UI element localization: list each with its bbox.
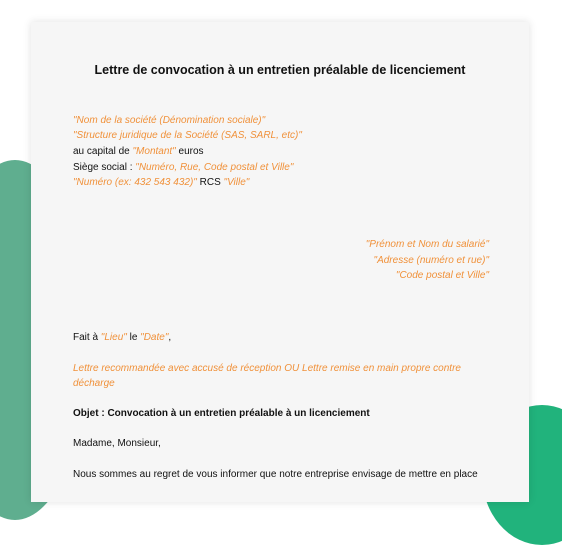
letter-title: Lettre de convocation à un entretien préalable de licenciement <box>94 63 466 77</box>
capital-suffix: euros <box>175 146 204 157</box>
letter-salutation: Madame, Monsieur, <box>73 438 161 449</box>
rcs-city-placeholder: "Ville" <box>223 177 250 188</box>
sender-legal-structure <box>73 129 302 142</box>
recipient-name <box>366 238 489 251</box>
sender-company-name <box>73 114 265 127</box>
company-name-placeholder: "Nom de la société (Dénomination sociale)" <box>73 115 266 126</box>
recipient-name-placeholder: "Prénom et Nom du salarié" <box>365 239 489 250</box>
rcs-number-placeholder: "Numéro (ex: 432 543 432)" <box>73 177 197 188</box>
recipient-address-placeholder: "Adresse (numéro et rue)" <box>373 255 489 266</box>
letter-page <box>31 22 529 502</box>
letter-body-start: Nous sommes au regret de vous informer que notre entreprise envisage de mettre en place <box>73 469 478 480</box>
place-placeholder: "Lieu" <box>100 332 127 343</box>
sender-rcs <box>73 176 249 189</box>
place-and-date <box>73 331 171 344</box>
recipient-postal-city-placeholder: "Code postal et Ville" <box>395 270 489 281</box>
place-prefix: Fait à <box>73 332 101 343</box>
delivery-mode-line-2 <box>73 377 115 390</box>
capital-amount-placeholder: "Montant" <box>132 146 176 157</box>
rcs-label: RCS <box>196 177 224 188</box>
hq-address-placeholder: "Numéro, Rue, Code postal et Ville" <box>135 162 294 173</box>
delivery-mode-placeholder-1: Lettre recommandée avec accusé de réception OU Lettre remise en main propre contre <box>73 363 461 374</box>
recipient-postal-city <box>396 269 489 282</box>
delivery-mode-placeholder-2: décharge <box>73 378 115 389</box>
recipient-address <box>374 254 489 267</box>
sender-headquarters <box>73 161 293 174</box>
delivery-mode-line-1 <box>73 362 461 375</box>
date-placeholder: "Date" <box>140 332 169 343</box>
date-connector: le <box>126 332 141 343</box>
place-date-suffix: , <box>168 332 172 343</box>
capital-prefix: au capital de <box>73 146 133 157</box>
sender-capital <box>73 145 204 158</box>
letter-subject: Objet : Convocation à un entretien préalable à un licenciement <box>73 408 370 419</box>
hq-prefix: Siège social : <box>73 162 136 173</box>
legal-structure-placeholder: "Structure juridique de la Société (SAS, SARL, etc)" <box>73 130 302 141</box>
